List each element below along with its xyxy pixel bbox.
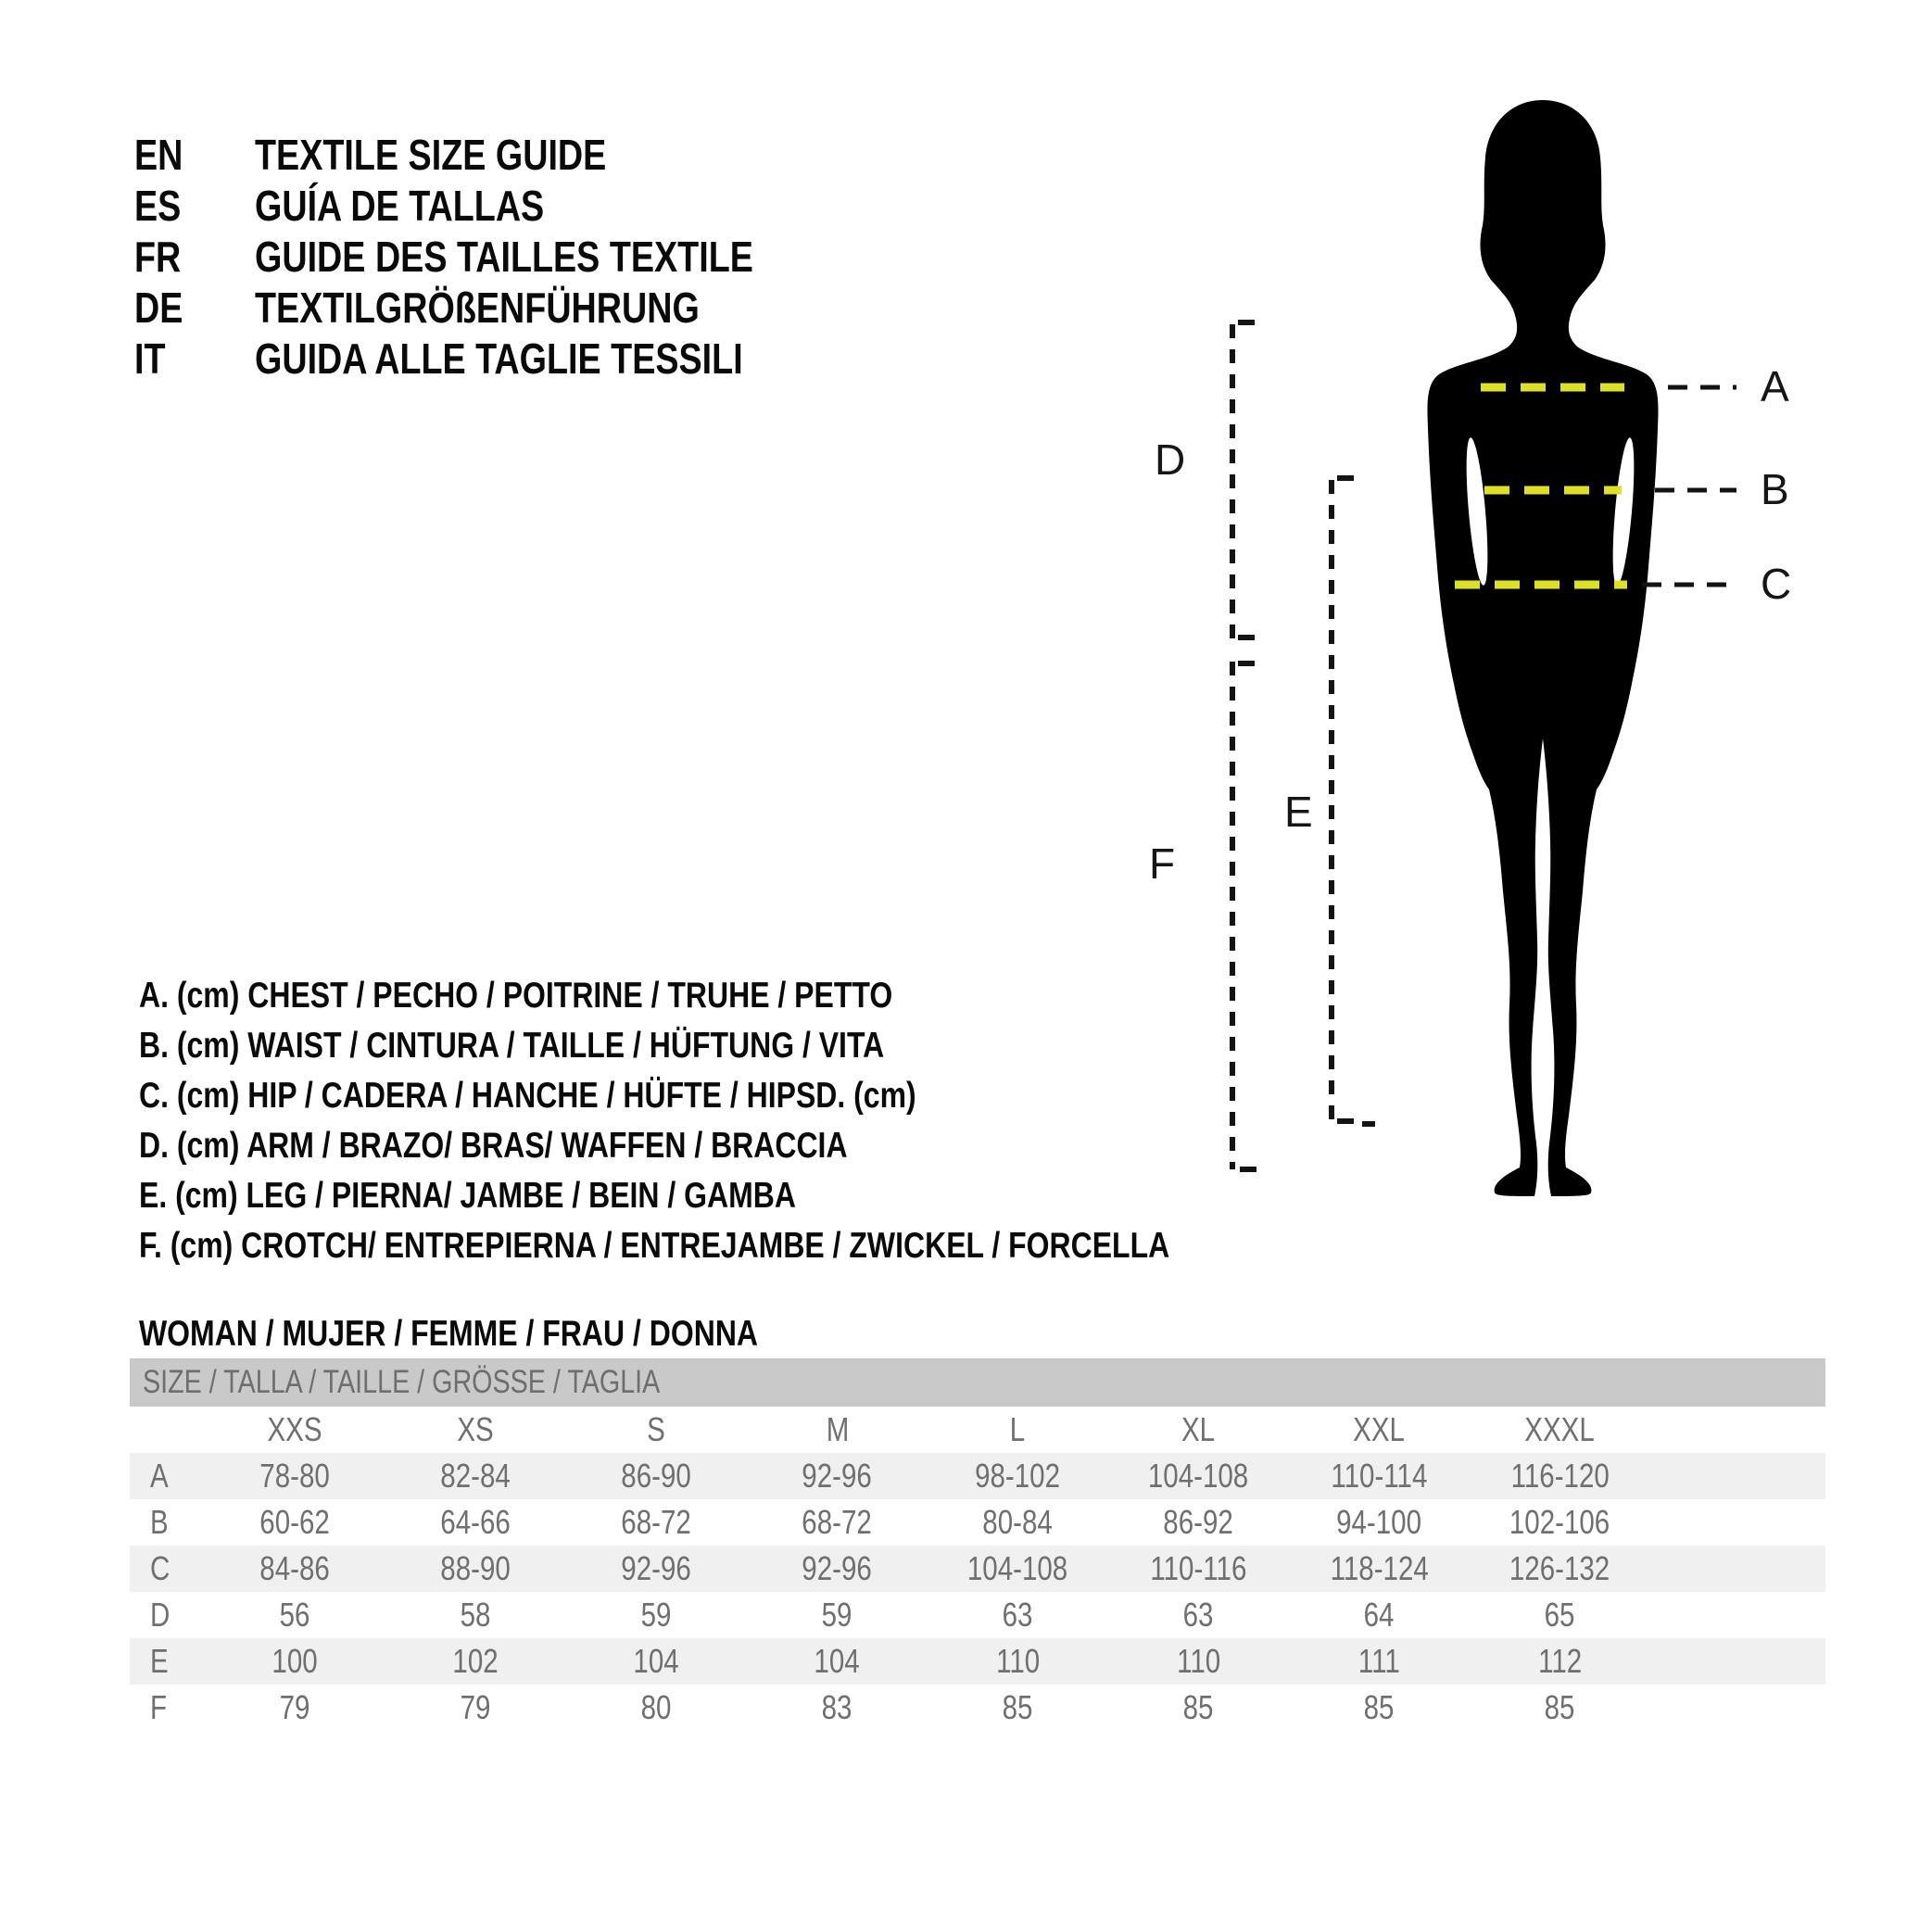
arm-marker-label: D [1155, 435, 1186, 484]
legend-text: E. (cm) LEG / PIERNA/ JAMBE / BEIN / GAMBA [139, 1176, 796, 1216]
row-label: D [150, 1596, 170, 1634]
size-table-title-bar [130, 1358, 1825, 1407]
cell-value: 110 [995, 1642, 1041, 1680]
column-header-xxs: XXS [267, 1410, 323, 1448]
cell-value: 94-100 [1336, 1503, 1422, 1541]
size-table-title: SIZE / TALLA / TAILLE / GRÖSSE / TAGLIA [143, 1364, 661, 1400]
cell-value: 79 [280, 1688, 310, 1726]
cell-value: 78-80 [259, 1457, 331, 1495]
cell-value: 104 [633, 1642, 680, 1680]
legend-text: F. (cm) CROTCH/ ENTREPIERNA / ENTREJAMBE / ZWICKEL / FORCELLA [139, 1226, 1170, 1266]
cell-value: 83 [822, 1688, 852, 1726]
row-label: F [150, 1688, 168, 1726]
guide-title-de: TEXTILGRÖßENFÜHRUNG [255, 283, 700, 332]
language-code: FR [134, 232, 182, 281]
cell-value: 92-96 [621, 1549, 692, 1587]
legend-line-waist [139, 1021, 1395, 1071]
cell-value: 104-108 [1148, 1457, 1249, 1495]
table-row-chest [130, 1453, 1825, 1499]
cell-value: 65 [1545, 1596, 1575, 1634]
cell-value: 98-102 [975, 1457, 1061, 1495]
cell-value: 104 [814, 1642, 861, 1680]
row-label: B [150, 1503, 169, 1541]
cell-value: 79 [461, 1688, 491, 1726]
table-row-waist [130, 1499, 1825, 1546]
waist-marker-label: B [1761, 465, 1789, 513]
cell-value: 64-66 [440, 1503, 511, 1541]
row-label: C [150, 1549, 170, 1587]
guide-title-es: GUÍA DE TALLAS [255, 181, 545, 230]
cell-value: 111 [1358, 1642, 1400, 1680]
cell-value: 112 [1537, 1642, 1583, 1680]
cell-value: 85 [1545, 1688, 1575, 1726]
row-label: A [150, 1457, 169, 1495]
cell-value: 110-116 [1150, 1549, 1247, 1587]
leg-marker-label: E [1284, 788, 1313, 836]
gender-heading-text: WOMAN / MUJER / FEMME / FRAU / DONNA [139, 1314, 759, 1354]
measurement-legend [139, 971, 1395, 1271]
table-row-arm [130, 1592, 1825, 1638]
guide-title-fr: GUIDE DES TAILLES TEXTILE [255, 232, 753, 281]
cell-value: 100 [271, 1642, 319, 1680]
cell-value: 63 [1183, 1596, 1214, 1634]
language-code: IT [134, 334, 166, 383]
legend-text: D. (cm) ARM / BRAZO/ BRAS/ WAFFEN / BRACCIA [139, 1126, 848, 1166]
cell-value: 86-92 [1163, 1503, 1234, 1541]
legend-line-arm [139, 1121, 1395, 1171]
table-row-hip [130, 1546, 1825, 1592]
cell-value: 88-90 [440, 1549, 511, 1587]
chest-marker-label: A [1761, 362, 1789, 410]
cell-value: 86-90 [621, 1457, 692, 1495]
guide-title-it: GUIDA ALLE TAGLIE TESSILI [255, 334, 743, 383]
legend-line-crotch [139, 1221, 1395, 1271]
cell-value: 118-124 [1330, 1549, 1429, 1587]
table-row-leg [130, 1638, 1825, 1685]
cell-value: 92-96 [802, 1549, 873, 1587]
cell-value: 84-86 [259, 1549, 331, 1587]
legend-line-hip [139, 1071, 1395, 1121]
language-code: DE [134, 283, 183, 332]
column-header-xs: XS [457, 1410, 495, 1448]
cell-value: 64 [1364, 1596, 1395, 1634]
cell-value: 68-72 [621, 1503, 692, 1541]
cell-value: 110-114 [1331, 1457, 1428, 1495]
hip-marker-label: C [1761, 560, 1792, 608]
cell-value: 59 [822, 1596, 852, 1634]
table-row-crotch [130, 1685, 1825, 1731]
cell-value: 116-120 [1510, 1457, 1610, 1495]
cell-value: 102 [452, 1642, 499, 1680]
language-code: EN [134, 130, 183, 179]
legend-text: B. (cm) WAIST / CINTURA / TAILLE / HÜFTUNG / VITA [139, 1026, 885, 1066]
column-header-m: M [826, 1410, 849, 1448]
cell-value: 56 [280, 1596, 310, 1634]
cell-value: 110 [1176, 1642, 1221, 1680]
cell-value: 92-96 [802, 1457, 873, 1495]
cell-value: 60-62 [259, 1503, 331, 1541]
cell-value: 82-84 [440, 1457, 511, 1495]
cell-value: 80 [641, 1688, 672, 1726]
row-label: E [150, 1642, 169, 1680]
cell-value: 85 [1003, 1688, 1033, 1726]
cell-value: 63 [1003, 1596, 1033, 1634]
legend-text: A. (cm) CHEST / PECHO / POITRINE / TRUHE / PETTO [139, 976, 893, 1016]
gender-heading [139, 1310, 894, 1358]
cell-value: 68-72 [802, 1503, 873, 1541]
column-header-xxxl: XXXL [1524, 1410, 1596, 1448]
cell-value: 85 [1183, 1688, 1214, 1726]
column-header-s: S [647, 1410, 666, 1448]
cell-value: 80-84 [982, 1503, 1054, 1541]
column-header-l: L [1010, 1410, 1026, 1448]
size-table [130, 1358, 1825, 1731]
column-header-xl: XL [1181, 1410, 1216, 1448]
cell-value: 104-108 [967, 1549, 1068, 1587]
woman-silhouette-image [1427, 100, 1658, 1196]
language-code: ES [134, 181, 182, 230]
legend-text: C. (cm) HIP / CADERA / HANCHE / HÜFTE / HIPSD. (cm) [139, 1076, 916, 1116]
legend-line-leg [139, 1171, 1395, 1221]
cell-value: 126-132 [1509, 1549, 1610, 1587]
cell-value: 85 [1364, 1688, 1395, 1726]
cell-value: 59 [641, 1596, 672, 1634]
size-table-header-row [130, 1407, 1825, 1453]
cell-value: 58 [461, 1596, 491, 1634]
column-header-xxl: XXL [1353, 1410, 1406, 1448]
legend-line-chest [139, 971, 1395, 1021]
cell-value: 102-106 [1509, 1503, 1610, 1541]
crotch-marker-label: F [1149, 839, 1176, 888]
guide-title-en: TEXTILE SIZE GUIDE [255, 130, 607, 179]
